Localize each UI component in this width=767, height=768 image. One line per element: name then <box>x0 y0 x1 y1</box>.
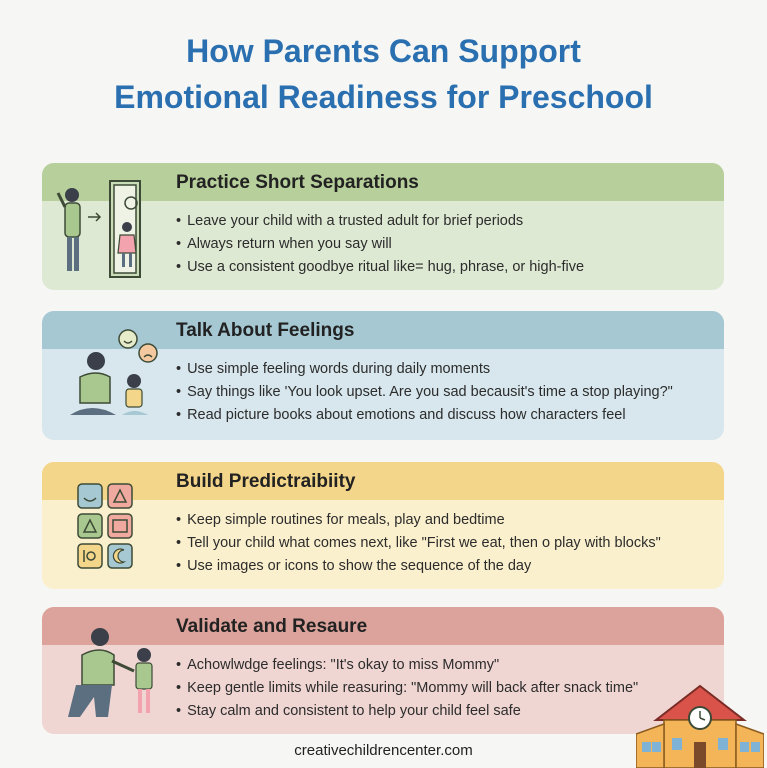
section-practice-separations <box>42 163 724 290</box>
section-heading: Validate and Resaure <box>42 607 724 645</box>
title-line-1: How Parents Can Support <box>186 33 581 69</box>
routine-cards-icon <box>52 476 172 582</box>
bullet-list <box>176 358 724 427</box>
bullet-item: • Always return when you say will <box>176 233 724 256</box>
bullet-item: • Leave your child with a trusted adult for brief periods <box>176 210 724 233</box>
bullet-item: • Achowlwdge feelings: "It's okay to miss Mommy" <box>176 654 724 677</box>
bullet-item: • Keep simple routines for meals, play and bedtime <box>176 509 724 532</box>
bullet-list <box>176 509 724 578</box>
bullet-item: • Read picture books about emotions and discuss how characters feel <box>176 404 724 427</box>
school-building-icon <box>636 680 764 768</box>
bullet-item: • Use a consistent goodbye ritual like= hug, phrase, or high-five <box>176 256 724 279</box>
parent-child-feelings-icon <box>52 325 172 431</box>
section-talk-feelings <box>42 311 724 440</box>
section-heading: Practice Short Separations <box>42 163 724 201</box>
section-heading: Build Predictraibiity <box>42 462 724 500</box>
bullet-item: • Use images or icons to show the sequence of the day <box>176 555 724 578</box>
bullet-item: • Stay calm and consistent to help your child feel safe <box>176 700 724 723</box>
page-title <box>0 28 767 120</box>
title-line-2: Emotional Readiness for Preschool <box>114 79 653 115</box>
section-heading: Talk About Feelings <box>42 311 724 349</box>
bullet-list <box>176 210 724 279</box>
bullet-item: • Use simple feeling words during daily moments <box>176 358 724 381</box>
bullet-item: • Say things like 'You look upset. Are you sad becausit's time a stop playing?" <box>176 381 724 404</box>
section-build-predictability <box>42 462 724 589</box>
bullet-item: • Keep gentle limits while reasuring: "Mommy will back after snack time" <box>176 677 724 700</box>
parent-comforting-child-icon <box>52 621 172 727</box>
door-separation-icon <box>52 177 172 283</box>
footer-website: creativechildrencenter.com <box>294 742 473 759</box>
section-validate-reassure <box>42 607 724 734</box>
bullet-item: • Tell your child what comes next, like "First we eat, then o play with blocks" <box>176 532 724 555</box>
